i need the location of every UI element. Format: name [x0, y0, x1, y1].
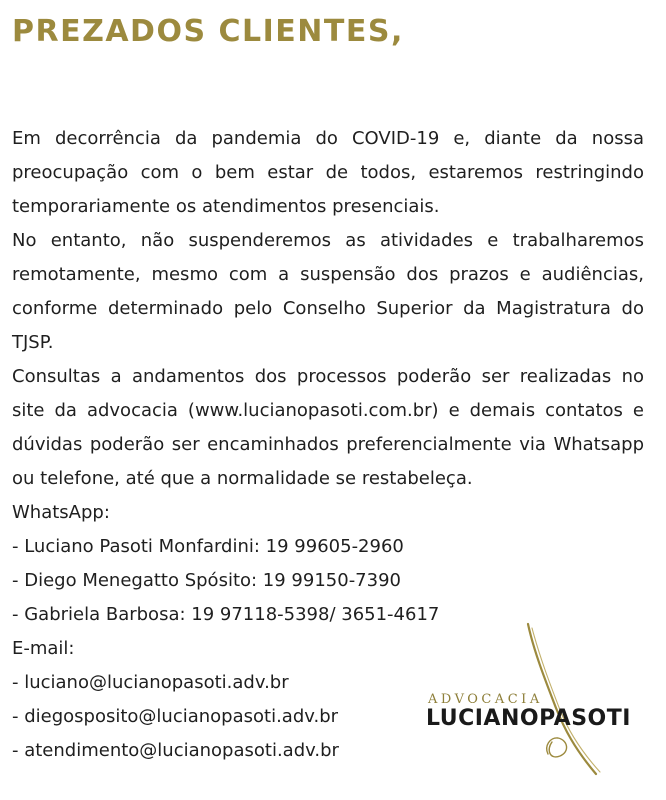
paragraph-consultations: Consultas a andamentos dos processos poderão ser realizadas no site da advocacia (www.lucianopasoti.com.br) e demais contatos e dúvidas poderão ser encaminhados preferencialmente via Whatsapp ou telefone, até que a normalidade se restabeleça. — [12, 366, 644, 489]
logo-tagline: ADVOCACIA — [428, 692, 543, 707]
paragraph-pandemic: Em decorrência da pandemia do COVID-19 e, diante da nossa preocupação com o bem estar de todos, estaremos restringindo temporariamente os atendimentos presenciais. — [12, 128, 644, 217]
email-address: - diegosposito@lucianopasoti.adv.br — [12, 706, 339, 727]
email-label: E-mail: — [12, 638, 75, 659]
logo-name: LUCIANOPASOTI — [426, 706, 631, 731]
email-address: - luciano@lucianopasoti.adv.br — [12, 672, 289, 693]
paragraph-remote-work: No entanto, não suspenderemos as atividades e trabalharemos remotamente, mesmo com a suspensão dos prazos e audiências, conforme determinado pelo Conselho Superior da Magistratura do TJSP. — [12, 230, 644, 353]
email-address: - atendimento@lucianopasoti.adv.br — [12, 740, 339, 761]
page-title: PREZADOS CLIENTES, — [12, 14, 404, 49]
whatsapp-contact: - Luciano Pasoti Monfardini: 19 99605-2960 — [12, 536, 404, 557]
law-firm-logo — [424, 622, 644, 782]
whatsapp-label: WhatsApp: — [12, 502, 110, 523]
whatsapp-contact: - Gabriela Barbosa: 19 97118-5398/ 3651-4617 — [12, 604, 440, 625]
whatsapp-contact: - Diego Menegatto Spósito: 19 99150-7390 — [12, 570, 401, 591]
